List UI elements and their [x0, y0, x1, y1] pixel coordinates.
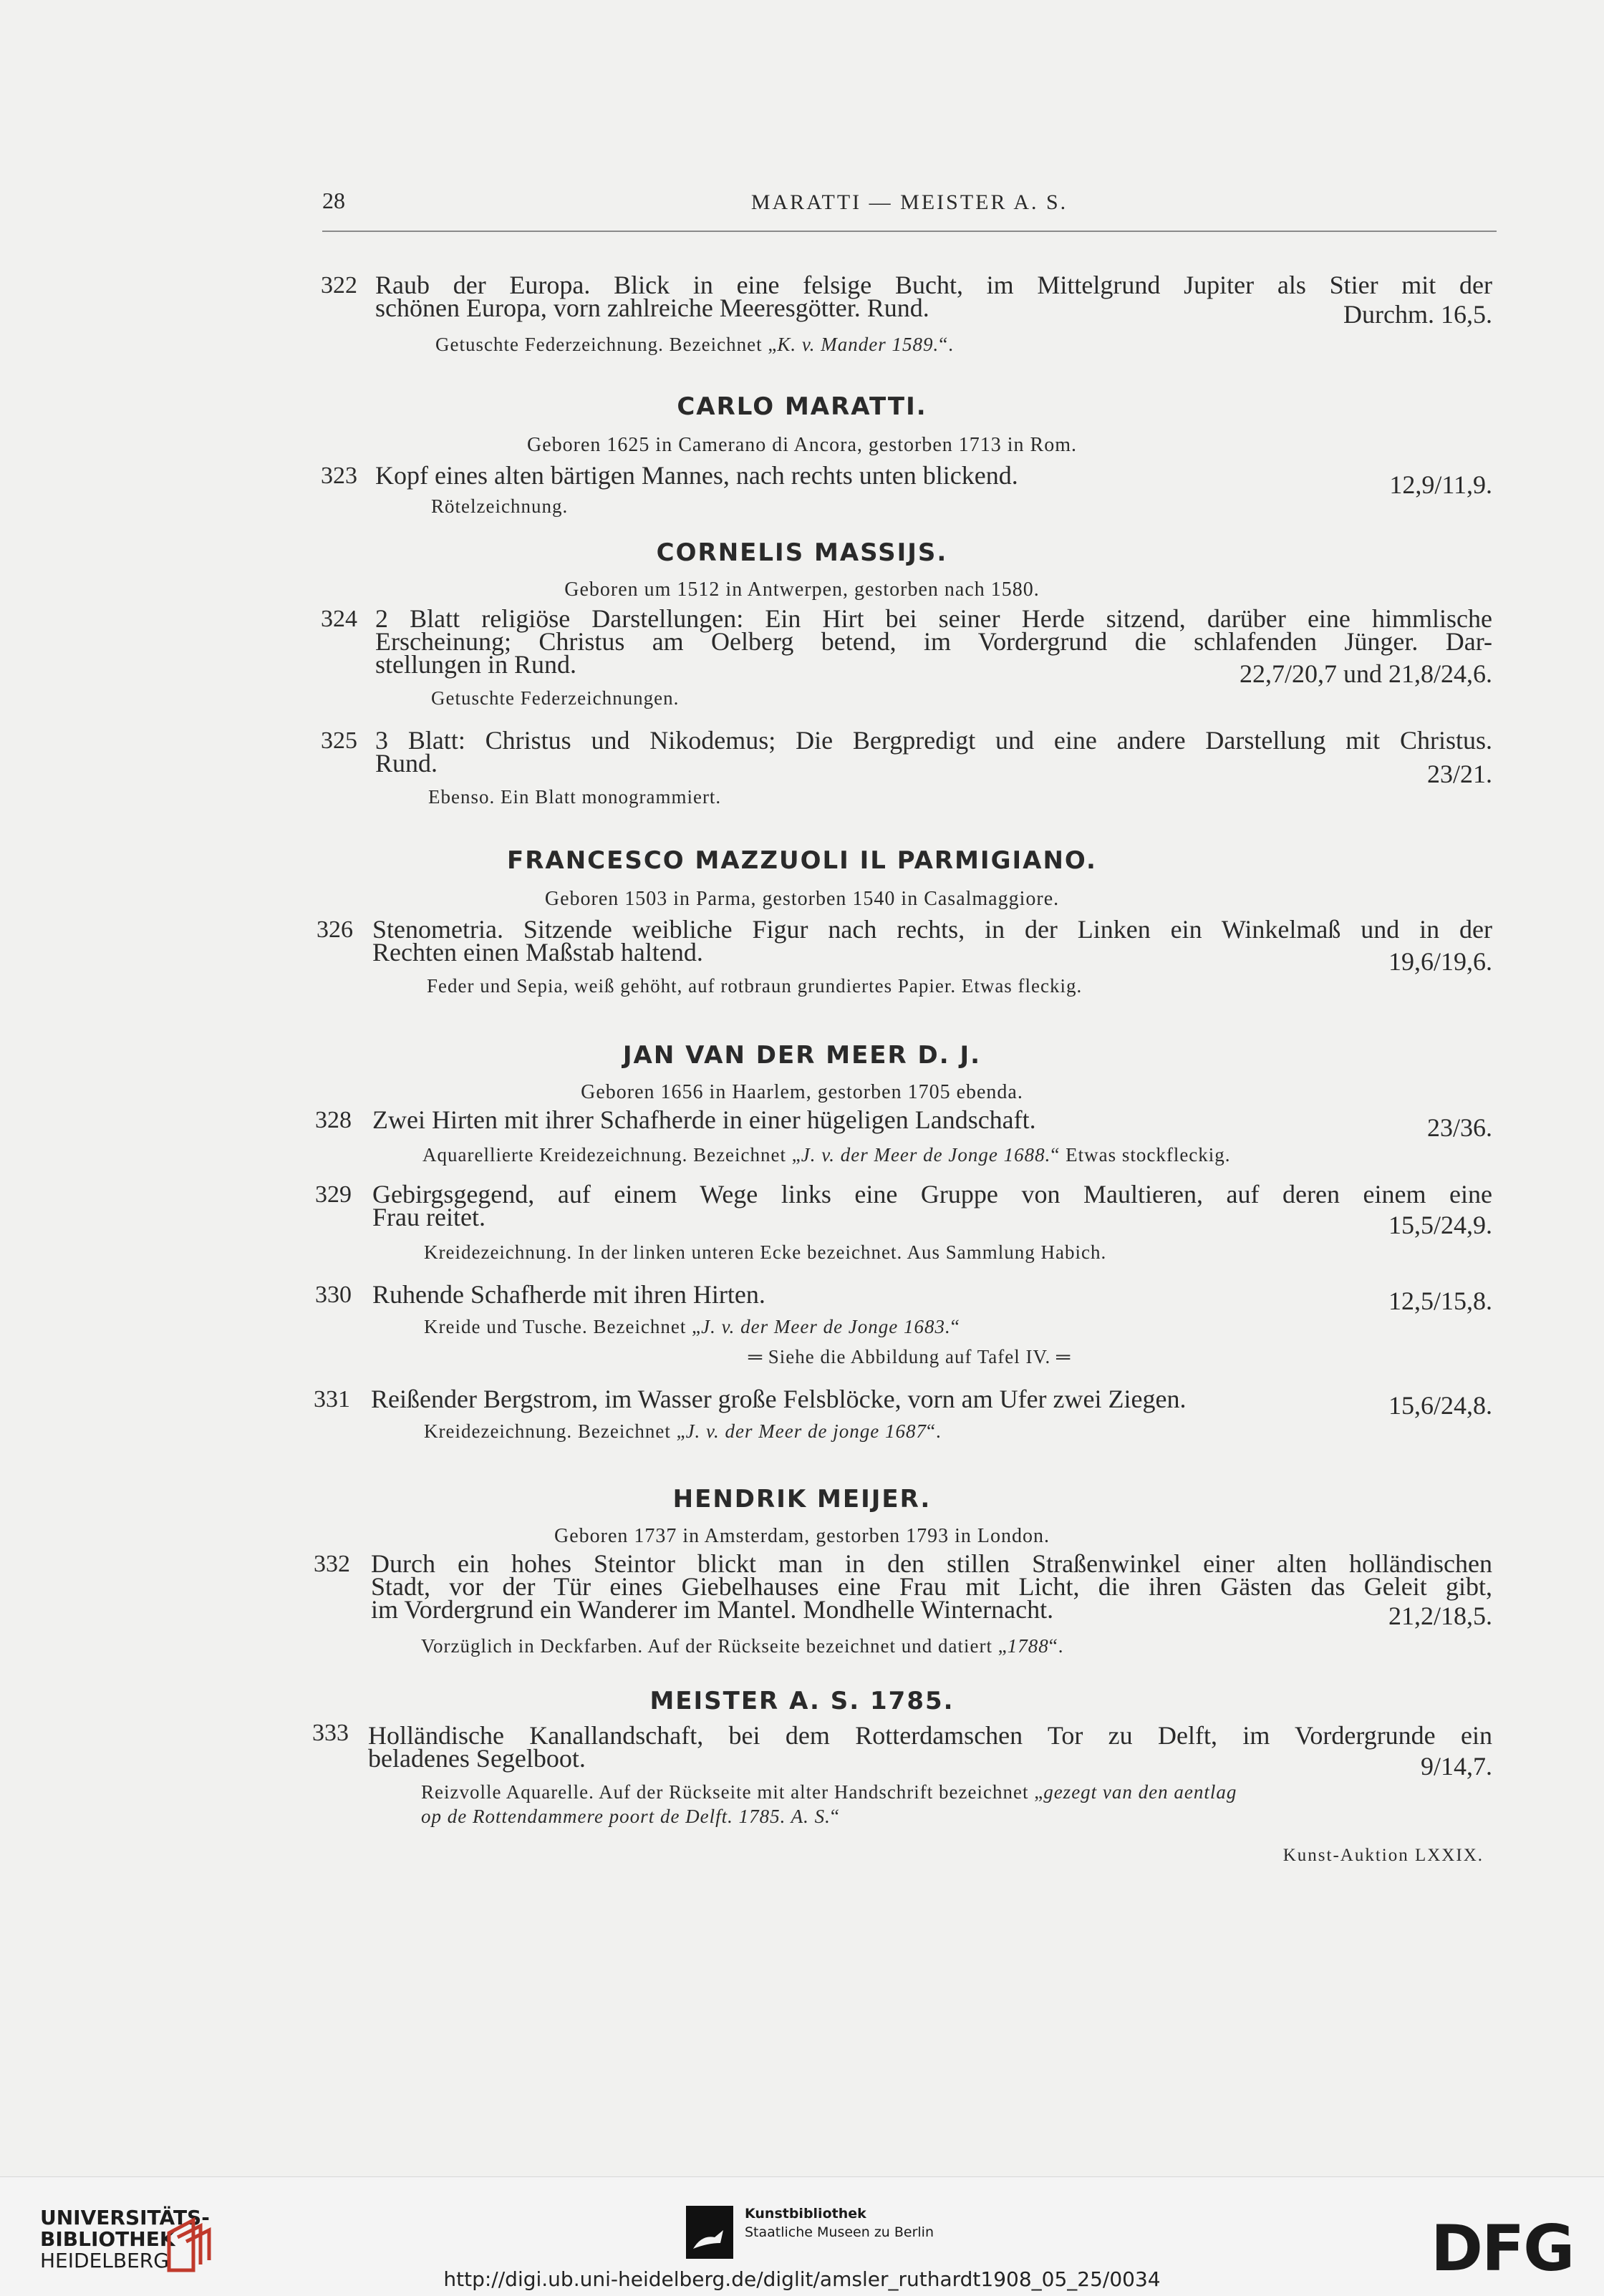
- entry-dimensions: 21,2/18,5.: [1388, 1602, 1492, 1630]
- entry-number: 323: [321, 462, 357, 489]
- kunstbibliothek-logo-icon: [686, 2206, 733, 2259]
- artist-heading: MEISTER A. S. 1785.: [649, 1687, 955, 1715]
- artist-bio: Geboren 1625 in Camerano di Ancora, gestorben 1713 in Rom.: [527, 434, 1077, 456]
- entry-text: stellungen in Rund.: [375, 650, 576, 679]
- running-title: MARATTI — MEISTER A. S.: [750, 190, 1068, 214]
- entry-text: Ruhende Schafherde mit ihren Hirten.: [372, 1280, 765, 1309]
- entry-text: im Vordergrund ein Wanderer im Mantel. Mondhelle Winternacht.: [371, 1595, 1054, 1624]
- entry-dimensions: Durchm. 16,5.: [1343, 300, 1492, 329]
- entry-dimensions: 12,9/11,9.: [1389, 470, 1492, 499]
- entry-note: Ebenso. Ein Blatt monogrammiert.: [428, 786, 722, 808]
- entry-note: Kreide und Tusche. Bezeichnet „J. v. der Meer de Jonge 1683.“: [424, 1316, 960, 1337]
- artist-bio: Geboren 1503 in Parma, gestorben 1540 in Casalmaggiore.: [544, 888, 1060, 910]
- entry-dimensions: 19,6/19,6.: [1388, 947, 1492, 976]
- entry-text: Stadt, vor der Tür eines Giebelhauses eine Frau mit Licht, die ihren Gästen das Geleit gibt,: [371, 1572, 1492, 1601]
- source-url[interactable]: http://digi.ub.uni-heidelberg.de/diglit/amsler_ruthardt1908_05_25/0034: [443, 2267, 1161, 2291]
- digitization-footer: [0, 2176, 1604, 2296]
- entry-note: Vorzüglich in Deckfarben. Auf der Rückseite bezeichnet und datiert „1788“.: [421, 1635, 1064, 1657]
- artist-heading: JAN VAN DER MEER D. J.: [622, 1041, 982, 1070]
- entry-note: Rötelzeichnung.: [431, 495, 569, 517]
- entry-number: 331: [314, 1386, 350, 1413]
- entry-note: Getuschte Federzeichnung. Bezeichnet „K. v. Mander 1589.“.: [435, 334, 955, 355]
- entry-text: Reißender Bergstrom, im Wasser große Felsblöcke, vorn am Ufer zwei Ziegen.: [371, 1385, 1187, 1413]
- signature-line: Kunst-Auktion LXXIX.: [1282, 1846, 1484, 1865]
- entry-text: Kopf eines alten bärtigen Mannes, nach rechts unten blickend.: [375, 461, 1018, 490]
- entry-dimensions: 23/36.: [1426, 1113, 1492, 1142]
- page-number: 28: [322, 188, 345, 213]
- entry-dimensions: 22,7/20,7 und 21,8/24,6.: [1239, 659, 1492, 688]
- entry-dimensions: 15,5/24,9.: [1388, 1211, 1492, 1239]
- entry-dimensions: 23/21.: [1426, 760, 1492, 788]
- artist-heading: FRANCESCO MAZZUOLI IL PARMIGIANO.: [507, 846, 1097, 875]
- entry-number: 330: [315, 1282, 352, 1308]
- entry-text: Raub der Europa. Blick in eine felsige Bucht, im Mittelgrund Jupiter als Stier mit der: [375, 271, 1492, 299]
- entry-note: Reizvolle Aquarelle. Auf der Rückseite mit alter Handschrift bezeichnet „gezegt van den aentlag: [421, 1781, 1237, 1803]
- entry-number: 332: [314, 1551, 350, 1577]
- entry-text: 3 Blatt: Christus und Nikodemus; Die Bergpredigt und eine andere Darstellung mit Christus.: [375, 726, 1492, 755]
- entry-text: Erscheinung; Christus am Oelberg betend, im Vordergrund die schlafenden Jünger. Dar-: [375, 627, 1492, 656]
- entry-text: Zwei Hirten mit ihrer Schafherde in einer hügeligen Landschaft.: [372, 1105, 1036, 1134]
- kunstbibliothek-name: Kunstbibliothek Staatliche Museen zu Berlin: [745, 2206, 934, 2240]
- entry-text: Gebirgsgegend, auf einem Wege links eine Gruppe von Maultieren, auf deren einem eine: [372, 1180, 1492, 1208]
- entry-number: 322: [321, 272, 357, 299]
- entry-number: 328: [315, 1107, 352, 1133]
- entry-text: Rechten einen Maßstab haltend.: [372, 938, 703, 967]
- entry-text: Holländische Kanallandschaft, bei dem Rotterdamschen Tor zu Delft, im Vordergrunde ein: [368, 1721, 1492, 1750]
- plate-reference: ═ Siehe die Abbildung auf Tafel IV. ═: [748, 1346, 1071, 1367]
- entry-note: Kreidezeichnung. Bezeichnet „J. v. der Meer de jonge 1687“.: [424, 1420, 942, 1442]
- university-logo-icon: [162, 2217, 221, 2275]
- entry-text: schönen Europa, vorn zahlreiche Meeresgötter. Rund.: [375, 294, 929, 322]
- artist-bio: Geboren 1737 in Amsterdam, gestorben 1793 in London.: [554, 1525, 1050, 1547]
- entry-text: Frau reitet.: [372, 1203, 485, 1231]
- entry-number: 324: [321, 606, 357, 632]
- artist-heading: CORNELIS MASSIJS.: [656, 538, 948, 567]
- page-header: [322, 188, 1497, 216]
- entry-number: 333: [312, 1720, 349, 1746]
- artist-heading: HENDRIK MEIJER.: [672, 1485, 932, 1513]
- entry-text: Durch ein hohes Steintor blickt man in den stillen Straßenwinkel einer alten holländischen: [371, 1549, 1492, 1578]
- entry-note: Kreidezeichnung. In der linken unteren Ecke bezeichnet. Aus Sammlung Habich.: [424, 1241, 1107, 1263]
- entry-number: 325: [321, 727, 357, 754]
- artist-bio: Geboren 1656 in Haarlem, gestorben 1705 ebenda.: [581, 1081, 1023, 1103]
- entry-text: 2 Blatt religiöse Darstellungen: Ein Hirt bei seiner Herde sitzend, darüber eine himmlische: [375, 604, 1492, 633]
- entry-text: Rund.: [375, 749, 438, 778]
- university-library-name: UNIVERSITÄTS- BIBLIOTHEK HEIDELBERG: [40, 2206, 210, 2272]
- entry-note: op de Rottendammere poort de Delft. 1785. A. S.“: [421, 1806, 840, 1827]
- header-rule: [322, 231, 1497, 232]
- entry-dimensions: 12,5/15,8.: [1388, 1287, 1492, 1315]
- entry-dimensions: 9/14,7.: [1420, 1752, 1492, 1781]
- entry-number: 329: [315, 1181, 352, 1208]
- artist-bio: Geboren um 1512 in Antwerpen, gestorben nach 1580.: [564, 578, 1040, 601]
- artist-heading: CARLO MARATTI.: [677, 392, 927, 421]
- entry-note: Aquarellierte Kreidezeichnung. Bezeichnet „J. v. der Meer de Jonge 1688.“ Etwas stockfleckig.: [422, 1144, 1231, 1166]
- entry-note: Feder und Sepia, weiß gehöht, auf rotbraun grundiertes Papier. Etwas fleckig.: [427, 975, 1083, 997]
- entry-note: Getuschte Federzeichnungen.: [431, 687, 680, 709]
- dfg-logo: DFG: [1431, 2212, 1574, 2285]
- entry-text: beladenes Segelboot.: [368, 1744, 586, 1773]
- entry-number: 326: [317, 916, 353, 943]
- entry-text: Stenometria. Sitzende weibliche Figur nach rechts, in der Linken ein Winkelmaß und in der: [372, 915, 1492, 944]
- entry-dimensions: 15,6/24,8.: [1388, 1391, 1492, 1420]
